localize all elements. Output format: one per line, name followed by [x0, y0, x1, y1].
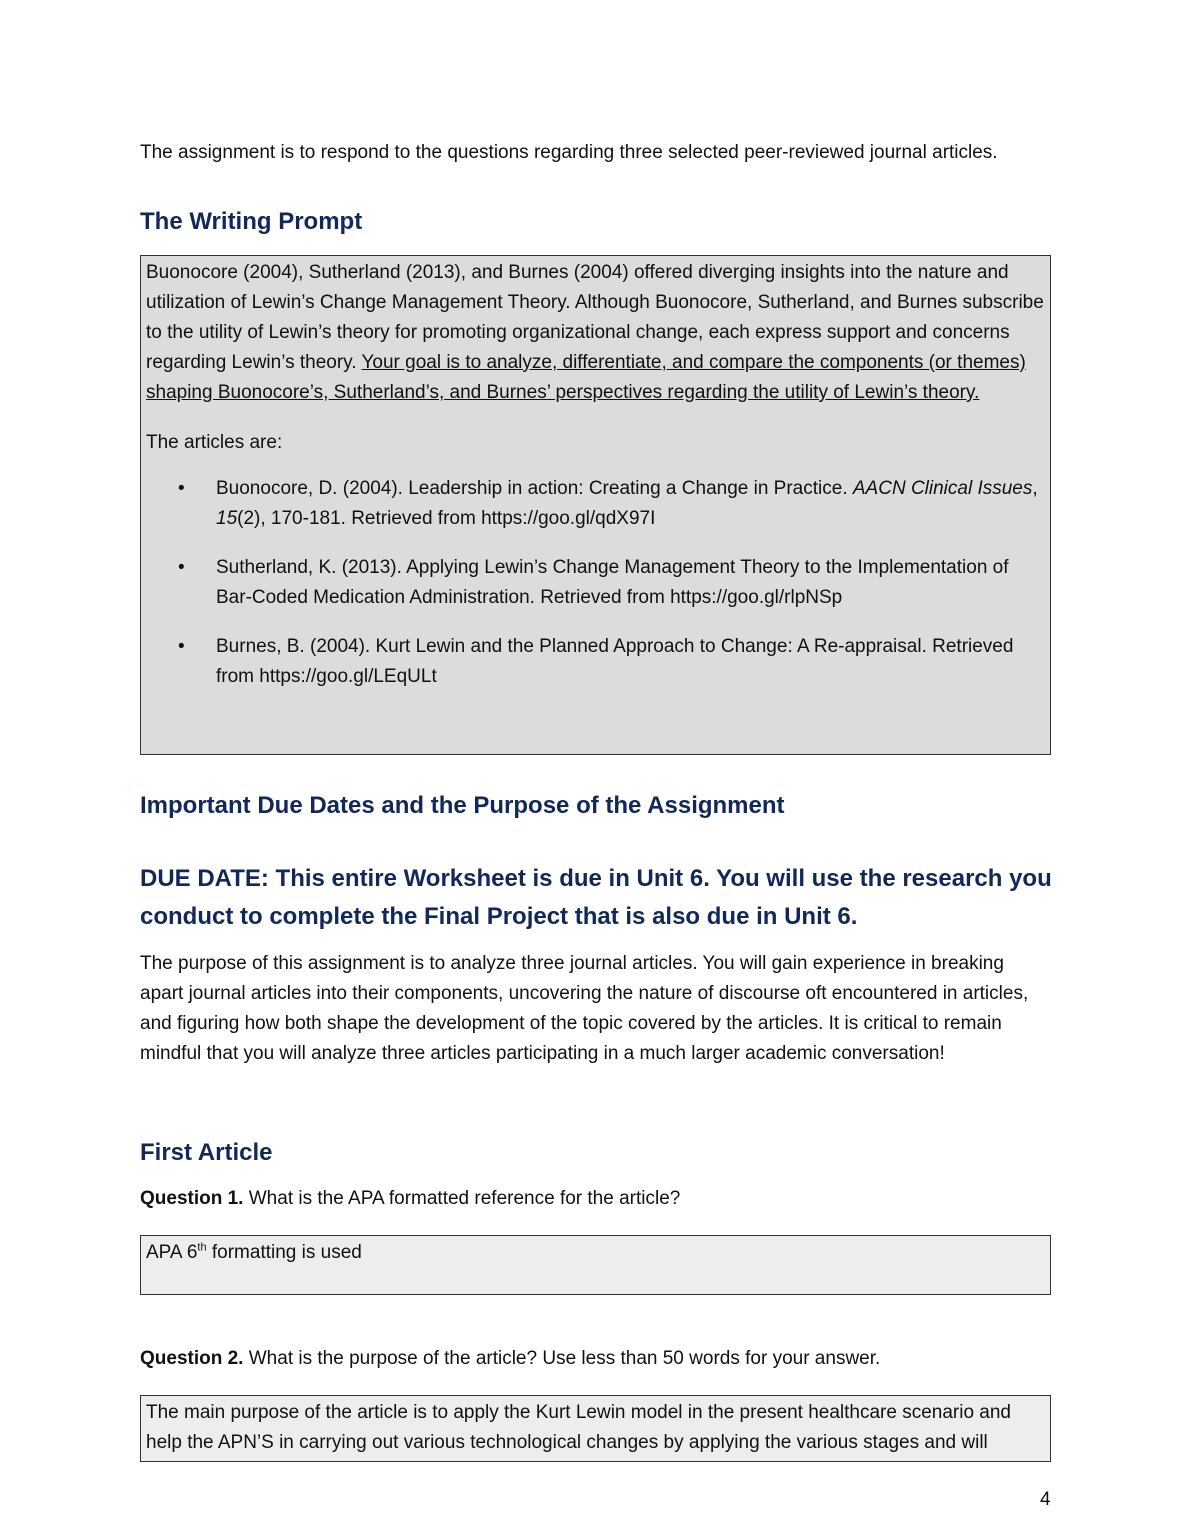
question-1-text: What is the APA formatted reference for the article? [243, 1188, 681, 1209]
prompt-text: Buonocore (2004), Sutherland (2013), and Burnes (2004) offered diverging insights into the nature and utilization of Lewin’s Change Management Theory. Although Buonocore, Sutherland, and Burnes subscribe to the utility of Lewin’s theory for promoting organizational change, each express support and concerns regarding Lewin’s theory. [146, 262, 1044, 373]
reference-text: Burnes, B. (2004). Kurt Lewin and the Planned Approach to Change: A Re-appraisal. Retrieved from https://goo.gl/LEqULt [216, 636, 1014, 687]
reference-text-end: (2), 170-181. Retrieved from https://goo.gl/qdX97I [237, 508, 656, 529]
articles-label: The articles are: [146, 432, 283, 453]
intro-paragraph: The assignment is to respond to the questions regarding three selected peer-reviewed journal articles. [140, 142, 998, 163]
reference-text: Buonocore, D. (2004). Leadership in action: Creating a Change in Practice. [216, 478, 853, 499]
answer-1-prefix: APA 6 [146, 1242, 198, 1263]
purpose-paragraph: The purpose of this assignment is to analyze three journal articles. You will gain experience in breaking apart journal articles into their components, uncovering the nature of discourse oft encountered in articles, and figuring how both shape the development of the topic covered by the articles. It is critical to remain mindful that you will analyze three articles participating in a much larger academic conversation! [140, 953, 1029, 1064]
article-list [146, 474, 1045, 692]
page-number: 4 [1040, 1489, 1051, 1510]
writing-prompt-heading: The Writing Prompt [140, 208, 363, 235]
writing-prompt-box [140, 255, 1051, 755]
answer-1-superscript: th [197, 1241, 207, 1254]
answer-2-box[interactable] [140, 1395, 1051, 1462]
first-article-heading: First Article [140, 1139, 273, 1166]
list-item [146, 553, 1045, 613]
bullet-icon: • [178, 478, 185, 499]
list-item [146, 474, 1045, 534]
prompt-paragraph [146, 258, 1045, 408]
answer-1-text [146, 1238, 1045, 1268]
due-dates-heading: Important Due Dates and the Purpose of the Assignment [140, 792, 785, 819]
answer-2-text: The main purpose of the article is to apply the Kurt Lewin model in the present healthcare scenario and help the APN’S in carrying out various technological changes by applying the various stages and will [146, 1402, 1012, 1453]
question-2-text: What is the purpose of the article? Use less than 50 words for your answer. [243, 1348, 881, 1369]
bullet-icon: • [178, 557, 185, 578]
question-1 [140, 1184, 680, 1214]
reference-separator: , [1032, 478, 1038, 499]
journal-volume: 15 [216, 508, 238, 529]
journal-name: AACN Clinical Issues [852, 478, 1033, 499]
answer-1-suffix: formatting is used [206, 1242, 362, 1263]
answer-1-box[interactable] [140, 1235, 1051, 1295]
question-2-label: Question 2. [140, 1348, 244, 1369]
prompt-goal-underlined: Your goal is to analyze, differentiate, and compare the components (or themes) shaping Buonocore’s, Sutherland’s, and Burnes’ perspectives regarding the utility of Lewin’s theory. [146, 352, 1026, 403]
list-item [146, 632, 1045, 692]
question-1-label: Question 1. [140, 1188, 244, 1209]
bullet-icon: • [178, 636, 185, 657]
question-2 [140, 1344, 880, 1374]
reference-text: Sutherland, K. (2013). Applying Lewin’s Change Management Theory to the Implementation of Bar-Coded Medication Administration. Retrieved from https://goo.gl/rlpNSp [216, 557, 1009, 608]
due-date-heading: DUE DATE: This entire Worksheet is due in Unit 6. You will use the research you conduct to complete the Final Project that is also due in Unit 6. [140, 865, 1052, 930]
